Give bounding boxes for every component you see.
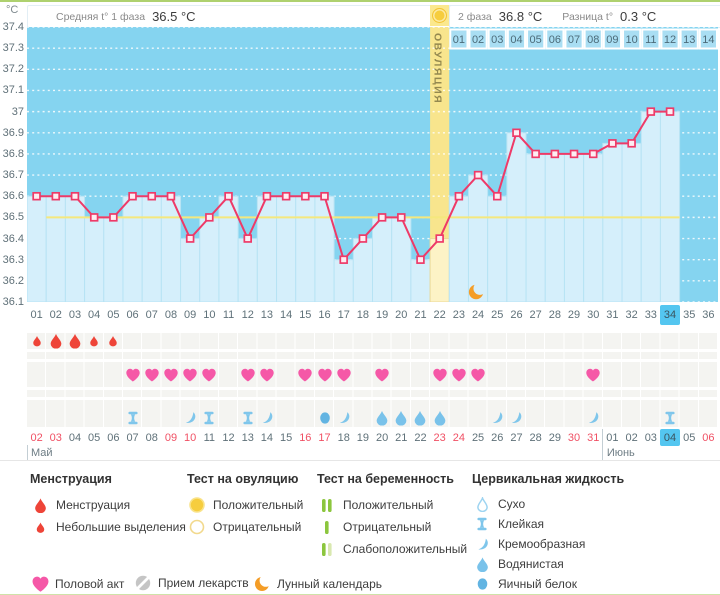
cycle-day-cell[interactable]: 16	[318, 309, 331, 321]
temp-marker[interactable]	[475, 172, 482, 179]
legend-item-label: Яичный белок	[498, 577, 577, 591]
diff-value: 0.3 °C	[620, 9, 657, 24]
legend-item	[30, 494, 186, 516]
legend-item	[472, 514, 624, 534]
temp-marker[interactable]	[129, 193, 136, 200]
bars-weak-icon	[317, 542, 337, 557]
cycle-day-cell[interactable]: 29	[567, 309, 581, 321]
date-cell[interactable]: 03	[49, 431, 62, 444]
temp-marker[interactable]	[436, 235, 443, 242]
y-axis-tick: 36.9	[2, 126, 24, 139]
date-cell[interactable]: 06	[107, 431, 120, 444]
cycle-day-cell[interactable]: 05	[107, 309, 120, 321]
date-cell[interactable]: 27	[510, 431, 523, 444]
intercourse-icon	[336, 367, 352, 382]
cycle-day-row	[27, 305, 718, 325]
temp-marker[interactable]	[340, 256, 347, 263]
intercourse-icon	[125, 367, 141, 382]
ovulation-test-header-cell	[430, 5, 449, 26]
intercourse-icon	[374, 367, 390, 382]
temp-marker[interactable]	[647, 108, 654, 115]
temp-marker[interactable]	[187, 235, 194, 242]
cycle-day-cell[interactable]: 15	[299, 309, 312, 321]
cycle-day-cell[interactable]: 03	[68, 309, 82, 321]
date-cell[interactable]: 04	[660, 429, 679, 446]
date-cell[interactable]: 04	[68, 431, 82, 444]
legend-section-title: Тест на овуляцию	[187, 472, 299, 486]
menstruation-icon	[68, 334, 81, 349]
legend-item	[30, 575, 124, 593]
month-divider	[602, 429, 603, 460]
bars-two-icon	[317, 498, 337, 513]
temp-marker[interactable]	[264, 193, 271, 200]
menstruation-icon	[49, 334, 62, 349]
legend-item-label: Положительный	[343, 498, 434, 512]
date-cell[interactable]: 06	[702, 431, 715, 444]
cervical-fluid-icon	[376, 410, 389, 425]
temp-marker[interactable]	[609, 140, 616, 147]
svg-text:13: 13	[683, 34, 696, 46]
cervical-fluid-icon	[260, 411, 273, 424]
fluid-eggwhite-icon	[472, 577, 492, 591]
moon-icon	[252, 575, 272, 592]
y-axis-tick: 36.8	[2, 147, 24, 160]
cycle-day-cell[interactable]: 31	[606, 309, 619, 321]
svg-text:03: 03	[491, 34, 504, 46]
heart-icon	[30, 575, 50, 593]
svg-text:01: 01	[452, 34, 465, 46]
intercourse-icon	[144, 367, 160, 382]
cycle-day-cell[interactable]: 35	[683, 309, 696, 321]
y-axis-tick: 36.5	[2, 211, 24, 224]
temp-marker[interactable]	[244, 235, 251, 242]
y-axis-tick: 37.2	[2, 63, 24, 76]
date-cell[interactable]: 13	[241, 431, 254, 444]
date-cell[interactable]: 22	[414, 431, 427, 444]
legend-item	[317, 538, 467, 560]
legend-item	[317, 516, 467, 538]
legend-item-label: Прием лекарств	[158, 576, 249, 590]
drop-large-icon	[30, 498, 50, 513]
cycle-day-cell[interactable]: 32	[625, 309, 638, 321]
y-axis-tick: 37.4	[2, 21, 24, 33]
temp-marker[interactable]	[379, 214, 386, 221]
fluid-watery-icon	[472, 557, 492, 572]
intercourse-icon	[182, 367, 198, 382]
temp-marker[interactable]	[398, 214, 405, 221]
phase1-avg-label: Средняя t° 1 фаза	[56, 10, 146, 23]
date-cell[interactable]: 02	[625, 431, 638, 444]
svg-text:14: 14	[702, 34, 715, 46]
svg-text:02: 02	[471, 34, 485, 46]
date-cell[interactable]: 24	[452, 431, 465, 444]
cycle-day-cell[interactable]: 23	[452, 309, 465, 321]
temp-marker[interactable]	[206, 214, 213, 221]
medication-icon	[133, 575, 153, 591]
legend-item-label: Кремообразная	[498, 537, 586, 551]
date-cell[interactable]: 09	[164, 431, 178, 444]
bar-one-icon	[317, 520, 337, 535]
cycle-day-cell[interactable]: 13	[260, 309, 274, 321]
temp-marker[interactable]	[321, 193, 328, 200]
legend-item	[187, 516, 303, 538]
cycle-day-cell[interactable]: 09	[184, 309, 197, 321]
legend-section	[317, 472, 467, 560]
month-row-edge	[27, 445, 28, 460]
cycle-day-cell[interactable]: 02	[49, 309, 62, 321]
date-cell[interactable]: 23	[433, 431, 446, 444]
menstruation-icon	[90, 336, 99, 347]
cycle-day-cell[interactable]: 04	[88, 309, 101, 321]
test-row-band	[27, 352, 718, 359]
cycle-day-cell[interactable]: 10	[203, 309, 216, 321]
cervical-fluid-icon	[414, 410, 427, 425]
menstruation-icon	[32, 336, 41, 347]
legend-section-title: Менструация	[30, 472, 112, 486]
cervical-fluid-icon	[184, 411, 197, 424]
date-cell[interactable]: 05	[88, 431, 101, 444]
legend-divider	[0, 460, 720, 461]
fluid-creamy-icon	[472, 538, 492, 551]
legend-item	[472, 574, 624, 594]
date-cell[interactable]: 20	[375, 431, 389, 444]
date-row	[27, 429, 718, 446]
svg-text:05: 05	[529, 34, 542, 46]
cycle-day-cell[interactable]: 01	[30, 309, 43, 321]
y-axis-tick: 36.7	[2, 169, 24, 182]
cycle-day-cell[interactable]: 17	[337, 309, 350, 321]
temp-marker[interactable]	[91, 214, 98, 221]
cervical-fluid-icon	[242, 411, 254, 425]
y-axis-tick: 36.4	[2, 232, 24, 245]
temp-marker[interactable]	[667, 108, 674, 115]
cervical-fluid-icon	[395, 410, 408, 425]
phase2-summary-box	[449, 5, 720, 28]
date-cell[interactable]: 03	[644, 431, 657, 444]
date-cell[interactable]: 29	[548, 431, 561, 444]
date-cell[interactable]: 12	[222, 431, 235, 444]
cycle-day-cell[interactable]: 27	[529, 309, 542, 321]
cycle-day-cell[interactable]: 28	[548, 309, 561, 321]
date-cell[interactable]: 18	[337, 431, 350, 444]
temp-marker[interactable]	[513, 129, 520, 136]
legend-section	[187, 472, 303, 538]
temp-marker[interactable]	[72, 193, 79, 200]
cycle-day-cell[interactable]: 25	[491, 309, 504, 321]
cycle-day-cell[interactable]: 22	[433, 309, 446, 321]
intercourse-icon	[240, 367, 256, 382]
y-axis-tick: 37.1	[2, 84, 24, 97]
legend-item-label: Отрицательный	[343, 520, 432, 534]
legend-item-label: Клейкая	[498, 517, 545, 531]
cycle-day-cell[interactable]: 07	[145, 309, 158, 321]
date-cell[interactable]: 02	[30, 431, 43, 444]
menstruation-icon	[109, 336, 118, 347]
phase1-avg-value: 36.5 °C	[152, 9, 196, 24]
date-cell[interactable]: 16	[299, 431, 312, 444]
svg-text:08: 08	[587, 34, 600, 46]
date-cell[interactable]: 19	[356, 431, 370, 444]
diff-label: Разница t°	[562, 10, 614, 23]
temp-unit-label: °C	[6, 4, 19, 16]
temp-marker[interactable]	[417, 256, 424, 263]
legend-section-title: Цервикальная жидкость	[472, 472, 625, 486]
temp-marker[interactable]	[148, 193, 155, 200]
temp-marker[interactable]	[52, 193, 59, 200]
svg-text:12: 12	[663, 34, 677, 46]
temp-marker[interactable]	[168, 193, 175, 200]
cervical-fluid-icon	[318, 411, 331, 425]
cervical-fluid-icon	[337, 411, 350, 424]
temp-marker[interactable]	[455, 193, 462, 200]
intercourse-icon	[451, 367, 467, 382]
cycle-day-cell[interactable]: 30	[587, 309, 600, 321]
month-label: Май	[31, 447, 53, 459]
temp-marker[interactable]	[532, 151, 539, 158]
medication-row-band	[27, 390, 718, 397]
svg-text:07: 07	[567, 34, 581, 46]
temp-marker[interactable]	[33, 193, 40, 200]
cycle-day-cell[interactable]: 34	[660, 305, 679, 325]
legend-item-label: Водянистая	[498, 557, 564, 571]
cycle-day-cell[interactable]: 11	[222, 309, 235, 321]
legend-item	[472, 554, 624, 574]
temp-marker[interactable]	[225, 193, 232, 200]
y-axis-tick: 36.1	[2, 296, 24, 308]
temp-marker[interactable]	[494, 193, 501, 200]
legend-item-label: Сухо	[498, 497, 526, 511]
legend-item	[133, 575, 249, 591]
legend-item-label: Отрицательный	[213, 520, 302, 534]
temp-marker[interactable]	[590, 151, 597, 158]
cycle-day-cell[interactable]: 06	[126, 309, 139, 321]
legend-item-label: Слабоположительный	[343, 542, 468, 556]
phase2-label: 2 фаза	[458, 10, 492, 23]
legend-item	[30, 516, 186, 538]
date-cell[interactable]: 25	[471, 431, 485, 444]
date-cell[interactable]: 01	[606, 431, 619, 444]
y-axis-tick: 36.2	[2, 274, 24, 287]
cycle-day-cell[interactable]: 33	[644, 309, 657, 321]
legend-item-label: Положительный	[213, 498, 304, 512]
cervical-fluid-icon	[491, 411, 504, 424]
date-cell[interactable]: 17	[318, 431, 331, 444]
cervical-fluid-icon	[203, 411, 215, 425]
temp-marker[interactable]	[110, 214, 117, 221]
cervical-fluid-icon	[587, 411, 600, 424]
legend-section-title: Тест на беременность	[317, 472, 454, 486]
intercourse-icon	[259, 367, 275, 382]
intercourse-icon	[201, 367, 217, 382]
date-cell[interactable]: 21	[395, 431, 408, 444]
temp-marker[interactable]	[283, 193, 290, 200]
date-cell[interactable]: 08	[145, 431, 158, 444]
cervical-fluid-icon	[664, 411, 676, 425]
legend-item	[317, 494, 467, 516]
cervical-fluid-icon	[433, 410, 446, 425]
svg-text:09: 09	[606, 34, 619, 46]
date-cell[interactable]: 11	[203, 431, 216, 444]
legend-item	[472, 494, 624, 514]
temp-marker[interactable]	[571, 151, 578, 158]
fluid-sticky-icon	[472, 517, 492, 531]
legend-item	[187, 494, 303, 516]
y-axis-tick: 37.3	[2, 42, 24, 55]
date-cell[interactable]: 07	[126, 431, 139, 444]
cycle-day-cell[interactable]: 24	[471, 309, 485, 321]
cycle-day-cell[interactable]: 36	[702, 309, 715, 321]
menstruation-row-band	[27, 333, 718, 350]
phase1-summary-box	[27, 5, 460, 28]
temp-marker[interactable]	[551, 151, 558, 158]
cervical-fluid-icon	[127, 411, 139, 425]
drop-small-icon	[30, 522, 50, 533]
intercourse-icon	[297, 367, 313, 382]
cycle-day-cell[interactable]: 21	[414, 309, 427, 321]
legend-section	[30, 472, 186, 538]
date-cell[interactable]: 14	[260, 431, 274, 444]
phase2-value: 36.8 °C	[498, 9, 543, 24]
cycle-day-cell[interactable]: 26	[510, 309, 523, 321]
legend-item	[252, 575, 382, 592]
y-axis-tick: 36.3	[2, 253, 24, 266]
temp-marker[interactable]	[628, 140, 635, 147]
temp-marker[interactable]	[360, 235, 367, 242]
date-cell[interactable]: 15	[279, 431, 293, 444]
month-label: Июнь	[606, 447, 635, 459]
legend-item-label: Небольшие выделения	[56, 520, 186, 534]
date-cell[interactable]: 10	[184, 431, 197, 444]
svg-text:10: 10	[625, 34, 638, 46]
legend-item	[472, 534, 624, 554]
cycle-day-cell[interactable]: 14	[279, 309, 293, 321]
cycle-day-cell[interactable]: 12	[241, 309, 254, 321]
circle-outline-icon	[187, 519, 207, 535]
legend-item-label: Половой акт	[55, 577, 125, 591]
date-cell[interactable]: 28	[529, 431, 542, 444]
fluid-dry-icon	[472, 497, 492, 512]
legend-item-label: Менструация	[56, 498, 131, 512]
svg-text:06: 06	[548, 34, 561, 46]
date-cell[interactable]: 31	[587, 431, 600, 444]
intercourse-icon	[432, 367, 448, 382]
legend-section	[472, 472, 624, 594]
intercourse-icon	[470, 367, 486, 382]
circle-filled-icon	[187, 497, 207, 513]
temp-marker[interactable]	[302, 193, 309, 200]
svg-text:11: 11	[645, 34, 657, 46]
y-axis-tick: 36.6	[2, 190, 24, 203]
intercourse-icon	[163, 367, 179, 382]
date-cell[interactable]: 30	[567, 431, 581, 444]
ovulation-test-positive-icon	[432, 8, 447, 23]
temperature-chart	[27, 27, 718, 302]
cycle-day-cell[interactable]: 08	[164, 309, 178, 321]
y-axis-tick: 37	[11, 105, 24, 118]
cycle-day-cell[interactable]: 19	[375, 309, 389, 321]
date-cell[interactable]: 05	[683, 431, 696, 444]
cycle-day-cell[interactable]: 20	[395, 309, 408, 321]
svg-text:ОВУЛЯЦИЯ: ОВУЛЯЦИЯ	[431, 33, 444, 105]
intercourse-icon	[317, 367, 333, 382]
cycle-day-cell[interactable]: 18	[356, 309, 370, 321]
cervical-fluid-icon	[510, 411, 523, 424]
legend-item-label: Лунный календарь	[277, 576, 383, 591]
intercourse-icon	[585, 367, 601, 382]
svg-text:04: 04	[510, 34, 523, 46]
date-cell[interactable]: 26	[491, 431, 504, 444]
